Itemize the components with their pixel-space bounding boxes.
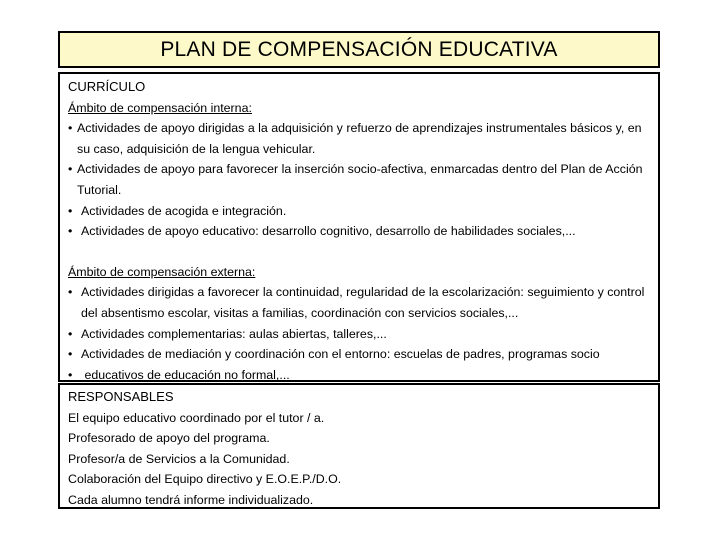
external-item: • Actividades dirigidas a favorecer la continuidad, regularidad de la escolarización: seguimiento y control del absentismo escolar, visitas a familias, coordinación con servicios sociales,... <box>68 282 650 323</box>
internal-item: • Actividades de apoyo dirigidas a la adquisición y refuerzo de aprendizajes instrumentales básicos y, en su caso, adquisición de la lengua vehicular. <box>68 118 650 159</box>
curriculo-section <box>58 72 660 382</box>
responsables-section <box>58 383 660 509</box>
responsables-heading: RESPONSABLES <box>68 389 174 404</box>
responsable-line: Colaboración del Equipo directivo y E.O.E.P./D.O. <box>68 472 342 487</box>
internal-item: • Actividades de apoyo educativo: desarrollo cognitivo, desarrollo de habilidades sociales,... <box>68 221 650 242</box>
internal-item: • Actividades de acogida e integración. <box>68 201 650 222</box>
bullet-icon: • <box>68 347 73 362</box>
bullet-icon: • <box>68 162 73 177</box>
external-item: • Actividades de mediación y coordinación con el entorno: escuelas de padres, programas socio <box>68 344 650 365</box>
document-title <box>58 31 660 68</box>
internal-heading: Ámbito de compensación interna: <box>68 100 252 115</box>
internal-item: • Actividades de apoyo para favorecer la inserción socio-afectiva, enmarcadas dentro del Plan de Acción Tutorial. <box>68 159 650 200</box>
bullet-icon: • <box>68 203 73 218</box>
bullet-icon: • <box>68 367 73 382</box>
responsable-line: Profesorado de apoyo del programa. <box>68 431 270 446</box>
bullet-icon: • <box>68 326 73 341</box>
spacer <box>68 242 650 262</box>
title-text: PLAN DE COMPENSACIÓN EDUCATIVA <box>160 37 558 61</box>
external-item: • Actividades complementarias: aulas abiertas, talleres,... <box>68 324 650 345</box>
curriculo-heading: CURRÍCULO <box>68 79 146 94</box>
bullet-icon: • <box>68 121 73 136</box>
bullet-icon: • <box>68 224 73 239</box>
external-heading: Ámbito de compensación externa: <box>68 264 256 279</box>
responsable-line: Cada alumno tendrá informe individualizado. <box>68 492 314 507</box>
responsable-line: Profesor/a de Servicios a la Comunidad. <box>68 451 290 466</box>
external-item: • educativos de educación no formal,... <box>68 365 650 386</box>
bullet-icon: • <box>68 285 73 300</box>
responsable-line: El equipo educativo coordinado por el tutor / a. <box>68 410 325 425</box>
